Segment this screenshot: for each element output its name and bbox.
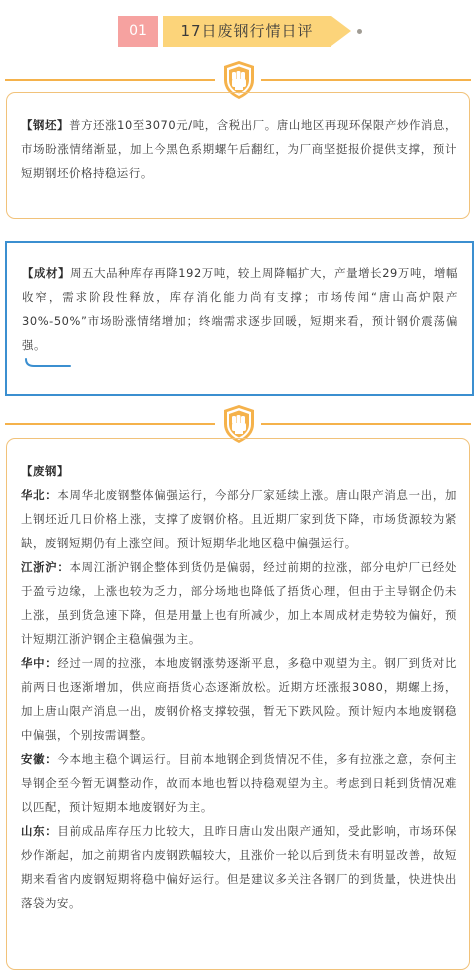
- finished-steel-text: 周五大品种库存再降192万吨，较上周降幅扩大，产量增长29万吨，增幅收窄，需求阶段性释放，库存消化能力尚有支撑；市场传闻“唐山高炉限产30%-50%”市场盼涨情绪增加；终端需求逐步回暖，短期来看，预计钢价震荡偏强。: [22, 266, 458, 352]
- steel-billet-card: [6, 92, 470, 219]
- section-title-banner: [118, 16, 364, 47]
- region-paragraph-shandong: 山东：目前成品库存压力比较大，且昨日唐山发出限产通知，受此影响，市场环保炒作渐起，加之前期省内废钢跌幅较大，且涨价一轮以后到货未有明显改善，故短期来看省内废钢短期将稳中偏好运行。但是建议多关注各钢厂的到货量，快进快出落袋为安。: [21, 824, 457, 910]
- region-paragraph-huazhong: 华中：经过一周的拉涨，本地废钢涨势逐渐平息，多稳中观望为主。钢厂到货对比前两日也逐渐增加，供应商捂货心态逐渐放松。近期方坯涨报3080，期螺上扬，加上唐山限产消息一出，废钢价格支撑较强，暂无下跌风险。预计短内本地废钢稳中偏强，个别按需调整。: [21, 656, 457, 742]
- region-label: 华北：: [21, 488, 58, 502]
- region-label: 安徽：: [21, 752, 58, 766]
- steel-billet-paragraph: [21, 113, 457, 185]
- title-arrow-decoration: [331, 16, 351, 46]
- section-title: 17日废钢行情日评: [163, 16, 331, 47]
- region-label: 华中：: [21, 656, 58, 670]
- region-paragraph-anhui: 安徽：今本地主稳个调运行。目前本地钢企到货情况不佳，多有拉涨之意，奈何主导钢企至今暂无调整动作，故而本地也暂以持稳观望为主。考虑到日耗到货情况难以匹配，预计短期本地废钢好为主。: [21, 752, 457, 814]
- curl-decoration-icon: [24, 357, 72, 369]
- title-dot-decoration: [357, 29, 362, 34]
- region-paragraph-jiangzhehu: 江浙沪：本周江浙沪钢企整体到货仍是偏弱，经过前期的拉涨，部分电炉厂已经处于盈亏边缘，上涨也较为乏力，部分场地也降低了捂货心理，但由于主导钢企仍未上涨，虽到货急速下降，但是用量上也有所减少，加上本周成材走势较为偏好，预计短期江浙沪钢企主稳偏强为主。: [21, 560, 458, 646]
- finished-steel-paragraph: [22, 261, 458, 357]
- region-label: 山东：: [21, 824, 58, 838]
- region-label: 江浙沪：: [21, 560, 70, 574]
- region-paragraph-huabei: 华北：本周华北废钢整体偏强运行，今部分厂家延续上涨。唐山限产消息一出，加上钢坯近几日价格上涨，支撑了废钢价格。且近期厂家到货下降，市场货源较为紧缺，废钢短期仍有上涨空间。预计短期华北地区稳中偏强运行。: [21, 488, 457, 550]
- finished-steel-card: [5, 241, 474, 396]
- scrap-heading: 【废钢】: [21, 464, 69, 478]
- finished-steel-label: 【成材】: [22, 266, 71, 280]
- steel-billet-text: 普方还涨10至3070元/吨，含税出厂。唐山地区再现环保限产炒作消息，市场盼涨情绪渐显，加上今黑色系期螺午后翻红，为厂商坚挺报价提供支撑，预计短期钢坯价格持稳运行。: [21, 118, 457, 180]
- steel-billet-label: 【钢坯】: [21, 118, 70, 132]
- section-number: 01: [118, 16, 158, 47]
- scrap-steel-card: [6, 438, 470, 970]
